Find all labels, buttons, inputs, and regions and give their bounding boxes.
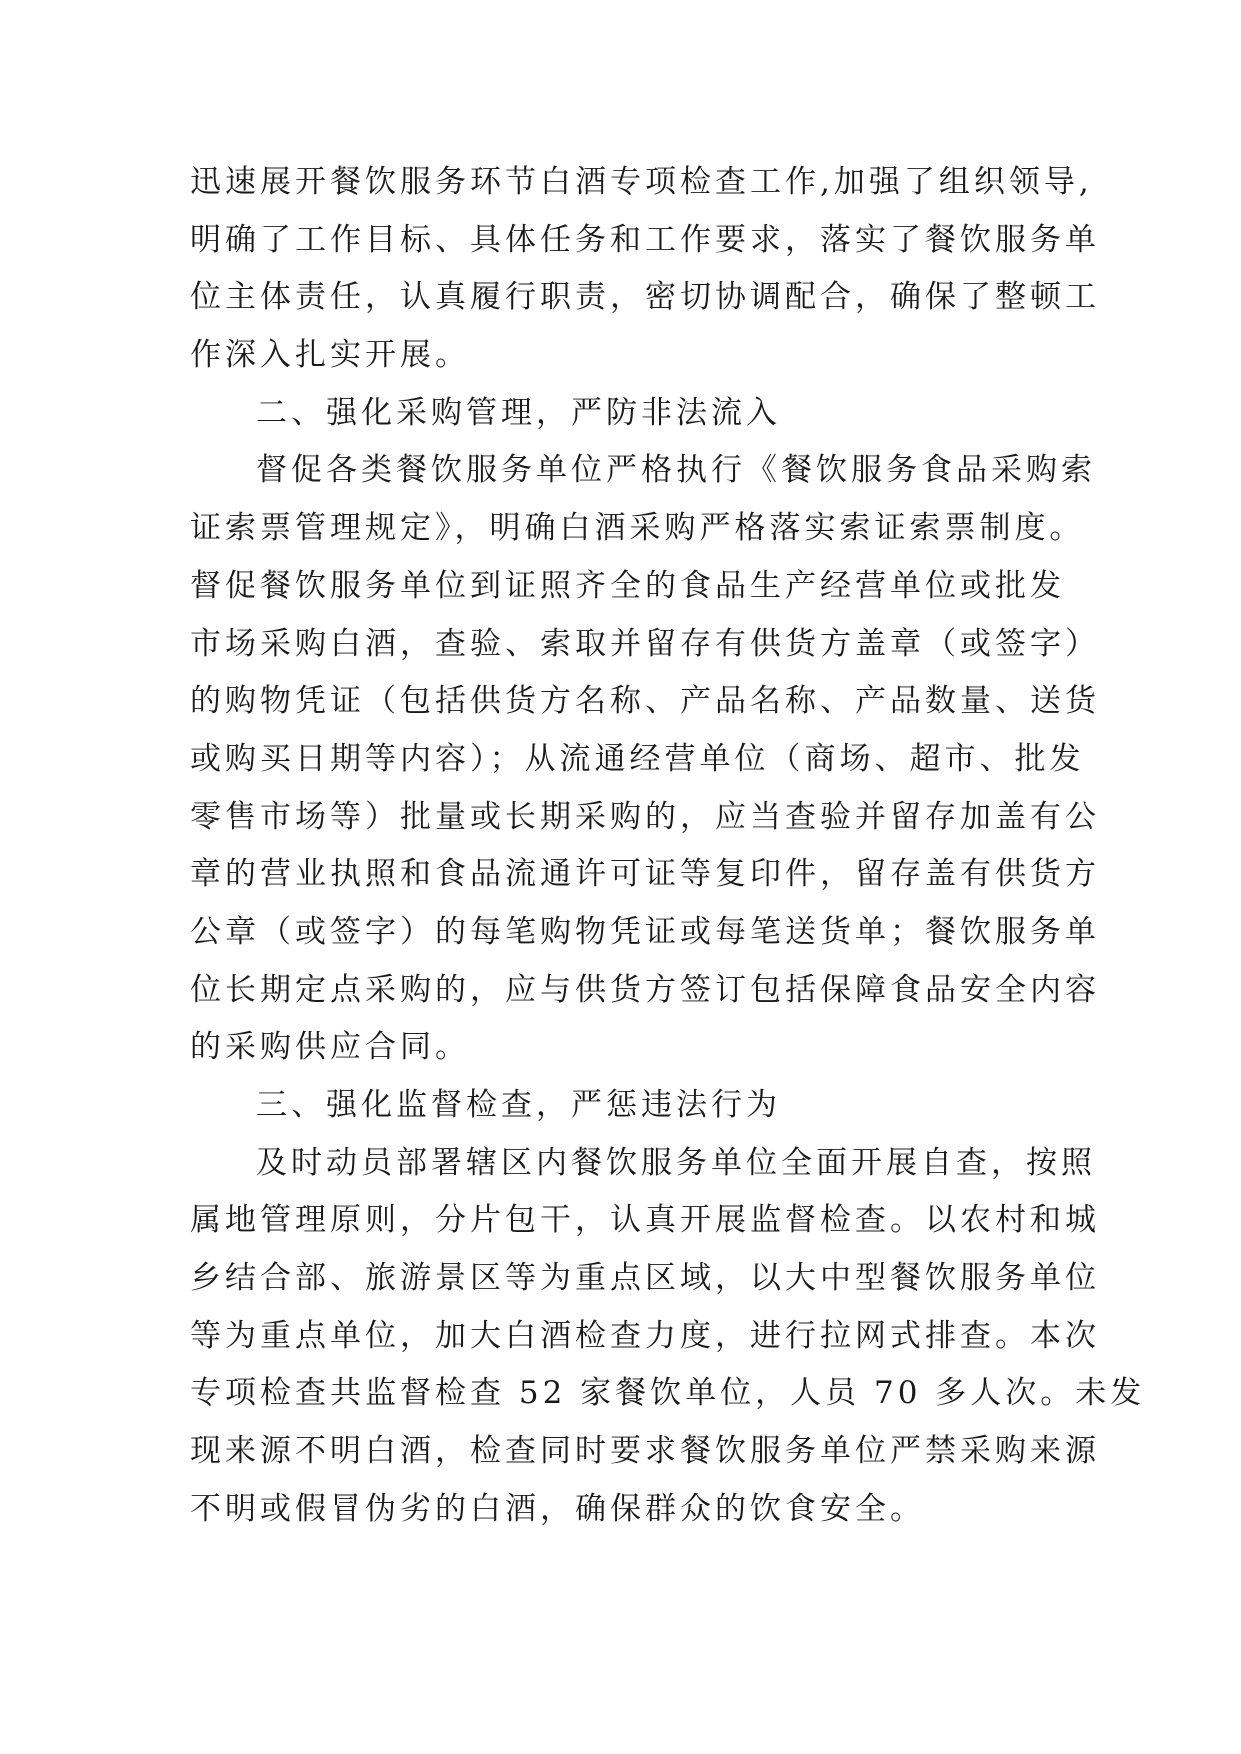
text-line: 迅速展开餐饮服务环节白酒专项检查工作,加强了组织领导, — [190, 164, 1093, 200]
text-line: 位长期定点采购的，应与供货方签订包括保障食品安全内容 — [190, 971, 1100, 1008]
section-heading-2: 二、强化采购管理，严防非法流入 — [256, 394, 781, 431]
text-line: 市场采购白酒，查验、索取并留存有供货方盖章（或签字） — [190, 625, 1100, 662]
text-line: 作深入扎实开展。 — [190, 337, 470, 374]
body-text — [190, 154, 1146, 1539]
text-line: 章的营业执照和食品流通许可证等复印件，留存盖有供货方 — [190, 856, 1100, 893]
text-line: 督促餐饮服务单位到证照齐全的食品生产经营单位或批发 — [190, 567, 1065, 604]
text-line: 乡结合部、旅游景区等为重点区域，以大中型餐饮服务单位 — [190, 1260, 1100, 1297]
section-heading-3: 三、强化监督检查，严惩违法行为 — [256, 1087, 781, 1123]
text-line: 的购物凭证（包括供货方名称、产品名称、产品数量、送货 — [190, 683, 1100, 720]
text-line: 零售市场等）批量或长期采购的，应当查验并留存加盖有公 — [190, 798, 1100, 835]
text-line: 或购买日期等内容）；从流通经营单位（商场、超市、批发 — [190, 740, 1085, 777]
text-line: 明确了工作目标、具体任务和工作要求，落实了餐饮服务单 — [190, 221, 1100, 258]
text-line: 等为重点单位，加大白酒检查力度，进行拉网式排查。本次 — [190, 1317, 1100, 1354]
text-line: 及时动员部署辖区内餐饮服务单位全面开展自查，按照 — [256, 1144, 1096, 1181]
text-line: 现来源不明白酒，检查同时要求餐饮服务单位严禁采购来源 — [190, 1433, 1100, 1470]
text-line: 证索票管理规定》，明确白酒采购严格落实索证索票制度。 — [190, 510, 1085, 547]
text-line: 专项检查共监督检查 52 家餐饮单位，人员 70 多人次。未发 — [190, 1375, 1146, 1412]
text-line: 位主体责任，认真履行职责，密切协调配合，确保了整顿工 — [190, 279, 1100, 316]
text-line: 不明或假冒伪劣的白酒，确保群众的饮食安全。 — [190, 1490, 925, 1527]
text-line: 公章（或签字）的每笔购物凭证或每笔送货单；餐饮服务单 — [190, 913, 1100, 950]
text-line: 督促各类餐饮服务单位严格执行《餐饮服务食品采购索 — [256, 452, 1096, 489]
text-line: 的采购供应合同。 — [190, 1029, 470, 1066]
text-line: 属地管理原则，分片包干，认真开展监督检查。以农村和城 — [190, 1202, 1100, 1239]
